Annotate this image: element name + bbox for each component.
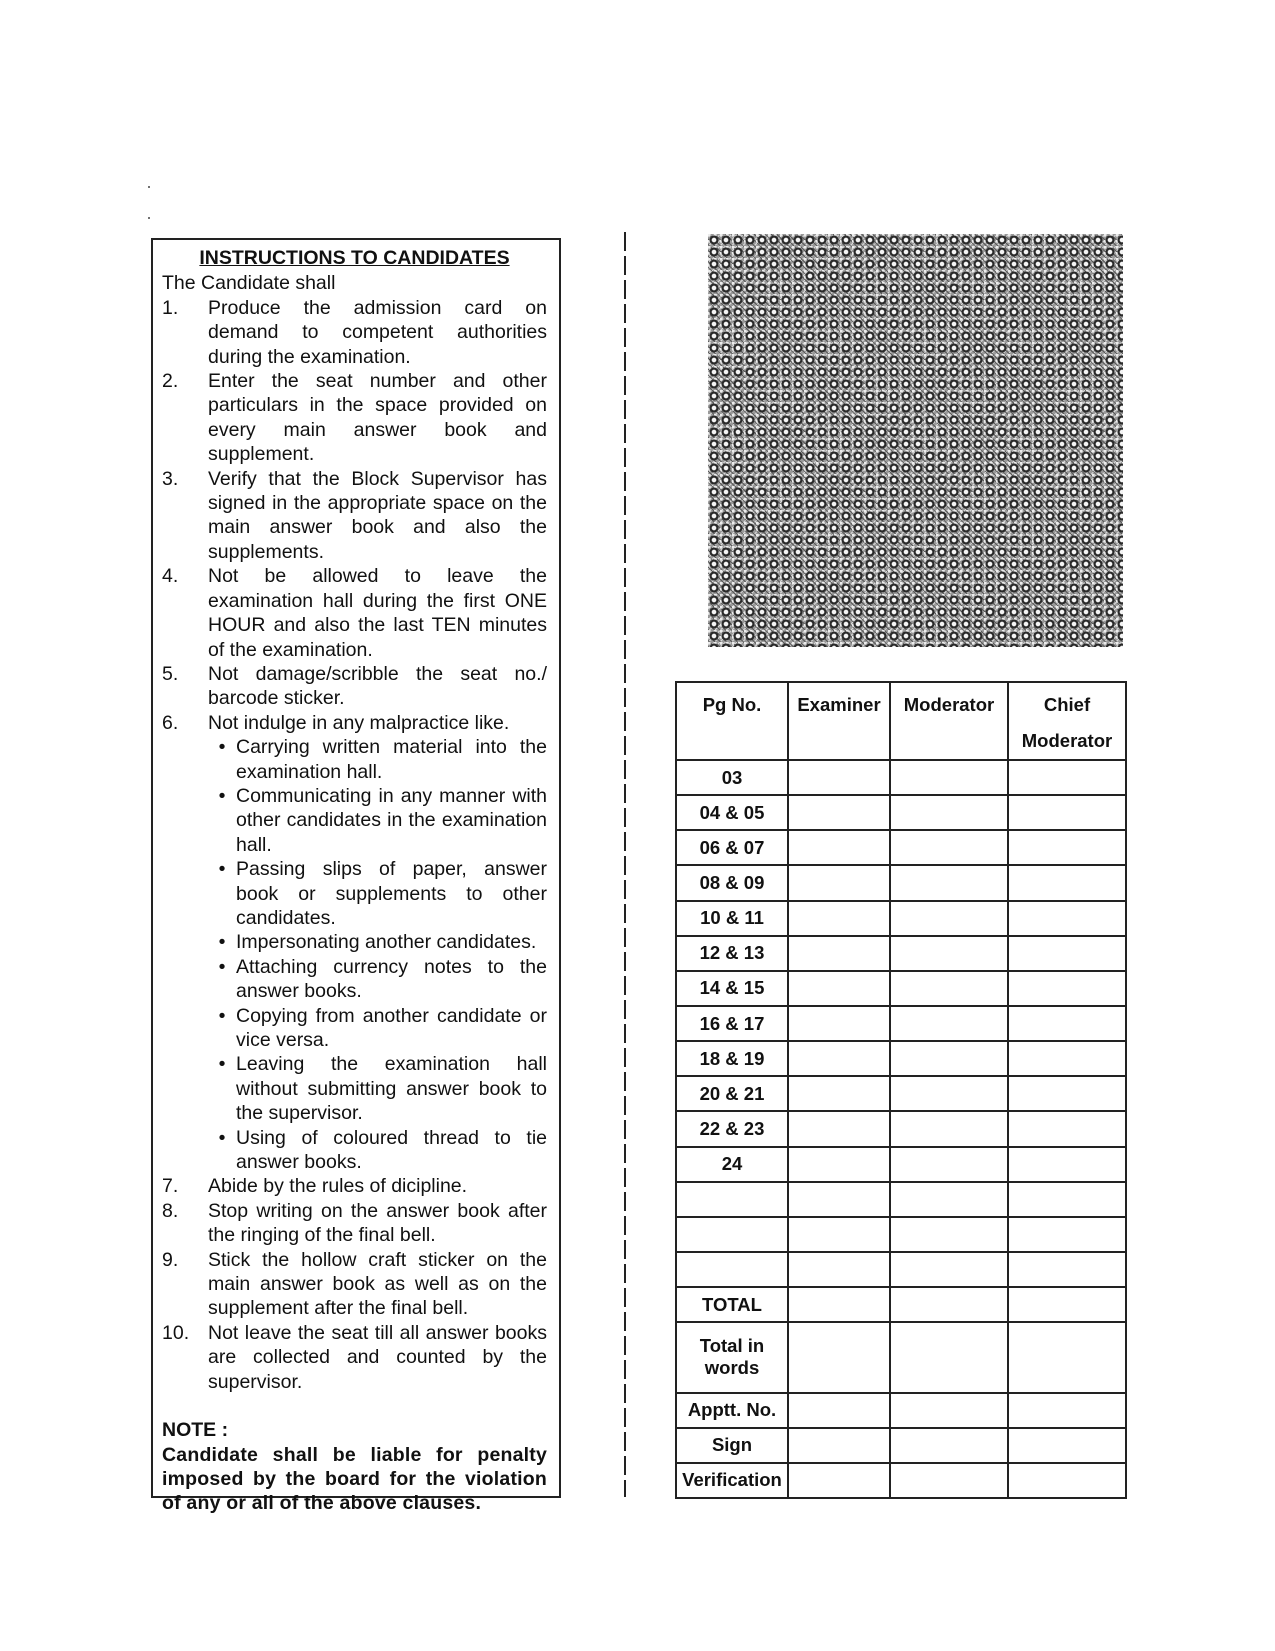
page-label-cell (676, 1182, 788, 1217)
moderator-marks-cell[interactable] (890, 1006, 1008, 1041)
chief-moderator-marks-cell[interactable] (1008, 901, 1126, 936)
instruction-item (162, 296, 547, 369)
instructions-intro: The Candidate shall (162, 272, 336, 295)
instruction-text: Abide by the rules of dicipline. (208, 1175, 468, 1198)
page-label-cell: 20 & 21 (676, 1076, 788, 1111)
chief-moderator-marks-cell[interactable] (1008, 1147, 1126, 1182)
instruction-item (162, 1199, 547, 1248)
moderator-marks-cell[interactable] (890, 760, 1008, 795)
moderator-marks-cell[interactable] (890, 1393, 1008, 1428)
instruction-number: 3. (162, 467, 179, 490)
moderator-marks-cell[interactable] (890, 1147, 1008, 1182)
page-label-cell (676, 1217, 788, 1252)
moderator-marks-cell[interactable] (890, 1287, 1008, 1322)
examiner-marks-cell[interactable] (788, 1393, 890, 1428)
examiner-marks-cell[interactable] (788, 1322, 890, 1392)
instruction-number: 9. (162, 1248, 179, 1271)
page-label-cell: TOTAL (676, 1287, 788, 1322)
bullet-icon: • (218, 955, 226, 978)
marks-table-row (676, 1322, 1126, 1392)
examiner-marks-cell[interactable] (788, 1252, 890, 1287)
examiner-marks-cell[interactable] (788, 936, 890, 971)
note-text: Candidate shall be liable for penalty imposed by the board for the violation of any or all of the above clauses. (162, 1443, 547, 1515)
instructions-title: INSTRUCTIONS TO CANDIDATES (199, 247, 510, 269)
chief-moderator-marks-cell[interactable] (1008, 1322, 1126, 1392)
malpractice-item (162, 955, 547, 1004)
malpractice-item (162, 1004, 547, 1053)
security-pattern-image (708, 234, 1123, 647)
instruction-number: 7. (162, 1175, 179, 1198)
marks-table (675, 681, 1127, 1499)
chief-moderator-marks-cell[interactable] (1008, 830, 1126, 865)
chief-moderator-marks-cell[interactable] (1008, 1287, 1126, 1322)
examiner-marks-cell[interactable] (788, 1182, 890, 1217)
instruction-text: Stop writing on the answer book after the ringing of the final bell. (208, 1199, 547, 1247)
malpractice-text: Copying from another candidate or vice versa. (236, 1004, 547, 1051)
moderator-marks-cell[interactable] (890, 1463, 1008, 1498)
malpractice-text: Using of coloured thread to tie answer books. (236, 1126, 547, 1174)
page-label-cell: Apptt. No. (676, 1393, 788, 1428)
chief-moderator-marks-cell[interactable] (1008, 1428, 1126, 1463)
instruction-item (162, 662, 547, 711)
malpractice-text: Communicating in any manner with other candidates in the examination hall. (236, 784, 547, 856)
examiner-marks-cell[interactable] (788, 971, 890, 1006)
page-label-cell: 10 & 11 (676, 901, 788, 936)
scan-speck (148, 186, 150, 188)
examiner-marks-cell[interactable] (788, 901, 890, 936)
moderator-marks-cell[interactable] (890, 936, 1008, 971)
marks-table-row (676, 936, 1126, 971)
instruction-number: 5. (162, 662, 179, 685)
page-label-cell: Total in words (676, 1322, 788, 1392)
instruction-text: Stick the hollow craft sticker on the main answer book as well as on the supplement after the final bell. (208, 1248, 547, 1320)
moderator-marks-cell[interactable] (890, 971, 1008, 1006)
chief-moderator-marks-cell[interactable] (1008, 1182, 1126, 1217)
bullet-icon: • (218, 858, 226, 881)
page-label-cell: 24 (676, 1147, 788, 1182)
moderator-marks-cell[interactable] (890, 1182, 1008, 1217)
marks-table-row (676, 1006, 1126, 1041)
marks-table-header (676, 682, 1126, 760)
chief-moderator-marks-cell[interactable] (1008, 971, 1126, 1006)
marks-table-row (676, 1041, 1126, 1076)
page-label-cell: Verification (676, 1463, 788, 1498)
page-label-cell: 04 & 05 (676, 795, 788, 830)
examiner-marks-cell[interactable] (788, 865, 890, 900)
instruction-item (162, 1321, 547, 1394)
marks-table-row (676, 1287, 1126, 1322)
instruction-text: Not indulge in any malpractice like. (208, 711, 510, 734)
instructions-box (151, 238, 561, 1515)
malpractice-list (162, 735, 547, 1174)
moderator-marks-cell[interactable] (890, 1111, 1008, 1146)
page-label-cell (676, 1252, 788, 1287)
instruction-text: Verify that the Block Supervisor has signed in the appropriate space on the main answer book and also the supplements. (208, 467, 547, 563)
malpractice-text: Attaching currency notes to the answer books. (236, 955, 547, 1003)
instruction-text: Enter the seat number and other particulars in the space provided on every main answer book and supplement. (208, 370, 547, 466)
chief-moderator-marks-cell[interactable] (1008, 1217, 1126, 1252)
instruction-number: 10. (162, 1321, 190, 1344)
note-label: NOTE : (162, 1419, 229, 1442)
chief-moderator-marks-cell[interactable] (1008, 795, 1126, 830)
scan-speck (148, 217, 150, 219)
page-label-cell: 22 & 23 (676, 1111, 788, 1146)
marks-table-row (676, 1217, 1126, 1252)
chief-moderator-marks-cell[interactable] (1008, 1463, 1126, 1498)
header-pg-no: Pg No. (676, 682, 788, 760)
instructions-list-continued (162, 1174, 547, 1394)
page-label-cell: 16 & 17 (676, 1006, 788, 1041)
examiner-marks-cell[interactable] (788, 1287, 890, 1322)
header-chief-moderator: Chief Moderator (1008, 682, 1126, 760)
malpractice-item (162, 784, 547, 857)
instruction-text: Produce the admission card on demand to competent authorities during the examination. (208, 296, 547, 368)
malpractice-item (162, 1126, 547, 1175)
malpractice-text: Carrying written material into the examination hall. (236, 736, 547, 783)
page-label-cell: 06 & 07 (676, 830, 788, 865)
instruction-number: 8. (162, 1199, 179, 1222)
marks-table-row (676, 1393, 1126, 1428)
marks-table-row (676, 1428, 1126, 1463)
marks-table-row (676, 971, 1126, 1006)
header-examiner: Examiner (788, 682, 890, 760)
page-label-cell: 08 & 09 (676, 865, 788, 900)
moderator-marks-cell[interactable] (890, 830, 1008, 865)
instruction-text: Not be allowed to leave the examination hall during the first ONE HOUR and also the last TEN minutes of the examination. (208, 565, 547, 661)
malpractice-text: Impersonating another candidates. (236, 931, 537, 954)
marks-table-row (676, 1252, 1126, 1287)
marks-table-body (676, 760, 1126, 1498)
malpractice-text: Leaving the examination hall without submitting answer book to the supervisor. (236, 1053, 547, 1125)
moderator-marks-cell[interactable] (890, 901, 1008, 936)
moderator-marks-cell[interactable] (890, 1428, 1008, 1463)
bullet-icon: • (218, 736, 226, 759)
examiner-marks-cell[interactable] (788, 1041, 890, 1076)
instruction-item (162, 1248, 547, 1321)
examiner-marks-cell[interactable] (788, 1428, 890, 1463)
examiner-marks-cell[interactable] (788, 795, 890, 830)
chief-moderator-marks-cell[interactable] (1008, 760, 1126, 795)
marks-table-row (676, 901, 1126, 936)
perforation-cut-line (624, 232, 626, 1497)
instruction-number: 6. (162, 711, 179, 734)
moderator-marks-cell[interactable] (890, 1041, 1008, 1076)
instruction-number: 2. (162, 370, 179, 393)
page-label-cell: 12 & 13 (676, 936, 788, 971)
instruction-number: 1. (162, 296, 179, 319)
examiner-marks-cell[interactable] (788, 1217, 890, 1252)
marks-table-row (676, 1147, 1126, 1182)
malpractice-item (162, 930, 547, 954)
bullet-icon: • (218, 1004, 226, 1027)
chief-moderator-marks-cell[interactable] (1008, 1006, 1126, 1041)
marks-table-row (676, 1182, 1126, 1217)
examiner-marks-cell[interactable] (788, 1111, 890, 1146)
malpractice-item (162, 735, 547, 784)
instruction-text: Not damage/scribble the seat no./ barcode sticker. (208, 662, 547, 710)
instruction-item (162, 1174, 547, 1198)
bullet-icon: • (218, 1126, 226, 1149)
examiner-marks-cell[interactable] (788, 1147, 890, 1182)
chief-moderator-marks-cell[interactable] (1008, 1041, 1126, 1076)
page-label-cell: Sign (676, 1428, 788, 1463)
instruction-item (162, 467, 547, 565)
moderator-marks-cell[interactable] (890, 1076, 1008, 1111)
examiner-marks-cell[interactable] (788, 760, 890, 795)
chief-moderator-marks-cell[interactable] (1008, 1393, 1126, 1428)
page-label-cell: 03 (676, 760, 788, 795)
moderator-marks-cell[interactable] (890, 1252, 1008, 1287)
marks-table-row (676, 795, 1126, 830)
malpractice-item (162, 1052, 547, 1125)
examiner-marks-cell[interactable] (788, 1076, 890, 1111)
marks-table-row (676, 760, 1126, 795)
marks-table-row (676, 1076, 1126, 1111)
examiner-marks-cell[interactable] (788, 1006, 890, 1041)
instruction-item (162, 369, 547, 467)
page-label-cell: 14 & 15 (676, 971, 788, 1006)
marks-table-row (676, 1111, 1126, 1146)
marks-table-row (676, 1463, 1126, 1498)
marks-table-row (676, 865, 1126, 900)
bullet-icon: • (218, 1053, 226, 1076)
instructions-list (162, 296, 547, 735)
chief-moderator-marks-cell[interactable] (1008, 865, 1126, 900)
marks-table-row (676, 830, 1126, 865)
malpractice-text: Passing slips of paper, answer book or supplements to other candidates. (236, 858, 547, 929)
moderator-marks-cell[interactable] (890, 1217, 1008, 1252)
chief-moderator-marks-cell[interactable] (1008, 936, 1126, 971)
moderator-marks-cell[interactable] (890, 1322, 1008, 1392)
bullet-icon: • (218, 931, 226, 954)
chief-moderator-marks-cell[interactable] (1008, 1111, 1126, 1146)
instruction-text: Not leave the seat till all answer books are collected and counted by the supervisor. (208, 1321, 547, 1393)
chief-moderator-marks-cell[interactable] (1008, 1252, 1126, 1287)
bullet-icon: • (218, 784, 226, 807)
header-moderator: Moderator (890, 682, 1008, 760)
instruction-item (162, 711, 547, 735)
page-label-cell: 18 & 19 (676, 1041, 788, 1076)
instruction-number: 4. (162, 565, 179, 588)
instruction-item (162, 564, 547, 662)
moderator-marks-cell[interactable] (890, 865, 1008, 900)
moderator-marks-cell[interactable] (890, 795, 1008, 830)
malpractice-item (162, 857, 547, 930)
examiner-marks-cell[interactable] (788, 1463, 890, 1498)
chief-moderator-marks-cell[interactable] (1008, 1076, 1126, 1111)
examiner-marks-cell[interactable] (788, 830, 890, 865)
